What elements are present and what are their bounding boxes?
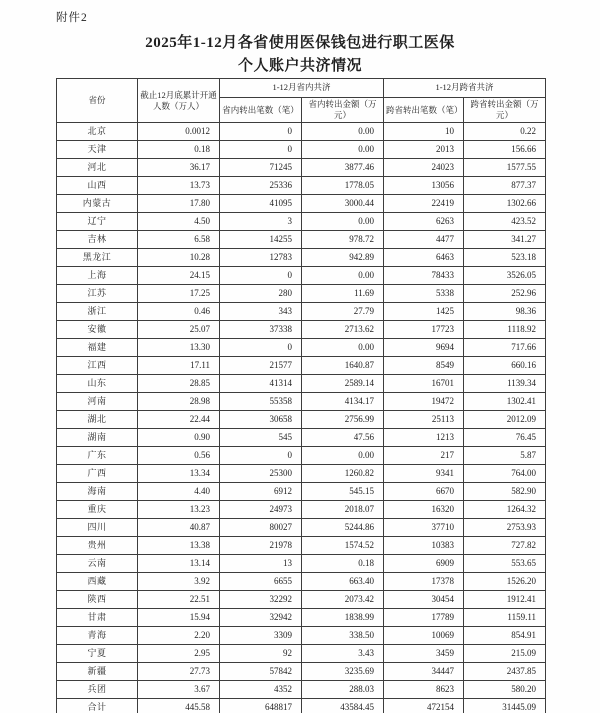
value-cell: 648817 (220, 699, 302, 713)
province-cell: 河南 (57, 393, 138, 411)
value-cell: 9341 (384, 465, 464, 483)
value-cell: 13 (220, 555, 302, 573)
province-cell: 合计 (57, 699, 138, 713)
value-cell: 764.00 (464, 465, 546, 483)
table-row (57, 321, 546, 339)
table-row (57, 411, 546, 429)
table-row (57, 681, 546, 699)
value-cell: 0.00 (302, 339, 384, 357)
value-cell: 2012.09 (464, 411, 546, 429)
table-row (57, 195, 546, 213)
province-cell: 辽宁 (57, 213, 138, 231)
col-group-cross-province: 1-12月跨省共济 (384, 79, 546, 98)
province-cell: 贵州 (57, 537, 138, 555)
value-cell: 78433 (384, 267, 464, 285)
value-cell: 25113 (384, 411, 464, 429)
value-cell: 10383 (384, 537, 464, 555)
value-cell: 17789 (384, 609, 464, 627)
value-cell: 6912 (220, 483, 302, 501)
value-cell: 0.00 (302, 213, 384, 231)
value-cell: 71245 (220, 159, 302, 177)
value-cell: 0.0012 (138, 123, 220, 141)
table-row (57, 249, 546, 267)
value-cell: 343 (220, 303, 302, 321)
value-cell: 9694 (384, 339, 464, 357)
province-cell: 广西 (57, 465, 138, 483)
value-cell: 10 (384, 123, 464, 141)
value-cell: 24023 (384, 159, 464, 177)
value-cell: 727.82 (464, 537, 546, 555)
value-cell: 0.00 (302, 141, 384, 159)
value-cell: 338.50 (302, 627, 384, 645)
value-cell: 22.51 (138, 591, 220, 609)
value-cell: 55358 (220, 393, 302, 411)
value-cell: 92 (220, 645, 302, 663)
table-row (57, 573, 546, 591)
value-cell: 27.73 (138, 663, 220, 681)
province-cell: 海南 (57, 483, 138, 501)
table-row (57, 375, 546, 393)
value-cell: 21978 (220, 537, 302, 555)
table-row (57, 303, 546, 321)
value-cell: 1838.99 (302, 609, 384, 627)
table-row (57, 609, 546, 627)
province-cell: 湖南 (57, 429, 138, 447)
value-cell: 13.23 (138, 501, 220, 519)
value-cell: 40.87 (138, 519, 220, 537)
value-cell: 13056 (384, 177, 464, 195)
value-cell: 942.89 (302, 249, 384, 267)
table-row (57, 123, 546, 141)
table-row (57, 429, 546, 447)
value-cell: 523.18 (464, 249, 546, 267)
value-cell: 28.98 (138, 393, 220, 411)
value-cell: 2753.93 (464, 519, 546, 537)
value-cell: 13.30 (138, 339, 220, 357)
table-row (57, 663, 546, 681)
province-cell: 河北 (57, 159, 138, 177)
value-cell: 19472 (384, 393, 464, 411)
value-cell: 2756.99 (302, 411, 384, 429)
province-cell: 广东 (57, 447, 138, 465)
value-cell: 6909 (384, 555, 464, 573)
value-cell: 1264.32 (464, 501, 546, 519)
col-header-province: 省份 (57, 79, 138, 123)
value-cell: 280 (220, 285, 302, 303)
province-mutual-aid-table (56, 78, 546, 713)
value-cell: 545 (220, 429, 302, 447)
value-cell: 3.43 (302, 645, 384, 663)
value-cell: 2.20 (138, 627, 220, 645)
value-cell: 25336 (220, 177, 302, 195)
value-cell: 34447 (384, 663, 464, 681)
value-cell: 10.28 (138, 249, 220, 267)
value-cell: 5.87 (464, 447, 546, 465)
value-cell: 28.85 (138, 375, 220, 393)
value-cell: 3235.69 (302, 663, 384, 681)
table-row (57, 447, 546, 465)
value-cell: 1302.66 (464, 195, 546, 213)
value-cell: 1139.34 (464, 375, 546, 393)
value-cell: 37710 (384, 519, 464, 537)
value-cell: 4352 (220, 681, 302, 699)
col-header-cumulative-opened: 截止12月底累计开通人数（万人） (138, 79, 220, 123)
value-cell: 17.80 (138, 195, 220, 213)
province-cell: 江苏 (57, 285, 138, 303)
province-cell: 上海 (57, 267, 138, 285)
table-row (57, 267, 546, 285)
value-cell: 0 (220, 123, 302, 141)
value-cell: 17723 (384, 321, 464, 339)
col-header-intra-count: 省内转出笔数（笔） (220, 98, 302, 123)
col-header-cross-amount: 跨省转出金额（万元） (464, 98, 546, 123)
value-cell: 0.00 (302, 267, 384, 285)
value-cell: 4477 (384, 231, 464, 249)
province-cell: 福建 (57, 339, 138, 357)
value-cell: 24973 (220, 501, 302, 519)
value-cell: 4.40 (138, 483, 220, 501)
province-cell: 新疆 (57, 663, 138, 681)
province-cell: 四川 (57, 519, 138, 537)
value-cell: 0.22 (464, 123, 546, 141)
table-row (57, 393, 546, 411)
col-header-intra-amount: 省内转出金额（万元） (302, 98, 384, 123)
province-cell: 山西 (57, 177, 138, 195)
value-cell: 2013 (384, 141, 464, 159)
value-cell: 0.56 (138, 447, 220, 465)
table-row (57, 141, 546, 159)
value-cell: 877.37 (464, 177, 546, 195)
page-title-line-1: 2025年1-12月各省使用医保钱包进行职工医保 (145, 35, 455, 51)
value-cell: 24.15 (138, 267, 220, 285)
province-cell: 甘肃 (57, 609, 138, 627)
value-cell: 445.58 (138, 699, 220, 713)
value-cell: 217 (384, 447, 464, 465)
value-cell: 25300 (220, 465, 302, 483)
value-cell: 0.18 (138, 141, 220, 159)
page-title-line-2: 个人账户共济情况 (237, 58, 362, 75)
value-cell: 47.56 (302, 429, 384, 447)
value-cell: 1912.41 (464, 591, 546, 609)
province-cell: 黑龙江 (57, 249, 138, 267)
table-row (57, 231, 546, 249)
attachment-label: 附件2 (56, 12, 88, 24)
table-row (57, 501, 546, 519)
value-cell: 854.91 (464, 627, 546, 645)
value-cell: 0 (220, 447, 302, 465)
value-cell: 12783 (220, 249, 302, 267)
value-cell: 30454 (384, 591, 464, 609)
value-cell: 252.96 (464, 285, 546, 303)
value-cell: 1213 (384, 429, 464, 447)
province-cell: 内蒙古 (57, 195, 138, 213)
value-cell: 3000.44 (302, 195, 384, 213)
province-cell: 宁夏 (57, 645, 138, 663)
value-cell: 978.72 (302, 231, 384, 249)
table-row (57, 465, 546, 483)
value-cell: 0.00 (302, 447, 384, 465)
value-cell: 32942 (220, 609, 302, 627)
value-cell: 0 (220, 267, 302, 285)
value-cell: 663.40 (302, 573, 384, 591)
col-group-intra-province: 1-12月省内共济 (220, 79, 384, 98)
table-row (57, 339, 546, 357)
value-cell: 21577 (220, 357, 302, 375)
value-cell: 553.65 (464, 555, 546, 573)
value-cell: 3877.46 (302, 159, 384, 177)
province-cell: 天津 (57, 141, 138, 159)
value-cell: 17378 (384, 573, 464, 591)
value-cell: 2713.62 (302, 321, 384, 339)
table-row (57, 159, 546, 177)
value-cell: 80027 (220, 519, 302, 537)
value-cell: 0 (220, 339, 302, 357)
value-cell: 2437.85 (464, 663, 546, 681)
value-cell: 13.14 (138, 555, 220, 573)
value-cell: 1640.87 (302, 357, 384, 375)
table-row (57, 591, 546, 609)
value-cell: 43584.45 (302, 699, 384, 713)
value-cell: 27.79 (302, 303, 384, 321)
page-title (0, 32, 600, 79)
table-row (57, 645, 546, 663)
value-cell: 580.20 (464, 681, 546, 699)
value-cell: 13.38 (138, 537, 220, 555)
value-cell: 76.45 (464, 429, 546, 447)
province-cell: 吉林 (57, 231, 138, 249)
value-cell: 1577.55 (464, 159, 546, 177)
table-row (57, 555, 546, 573)
province-cell: 浙江 (57, 303, 138, 321)
value-cell: 6655 (220, 573, 302, 591)
value-cell: 22.44 (138, 411, 220, 429)
value-cell: 22419 (384, 195, 464, 213)
table-row (57, 519, 546, 537)
province-cell: 江西 (57, 357, 138, 375)
value-cell: 4.50 (138, 213, 220, 231)
province-cell: 山东 (57, 375, 138, 393)
value-cell: 6263 (384, 213, 464, 231)
value-cell: 11.69 (302, 285, 384, 303)
value-cell: 472154 (384, 699, 464, 713)
value-cell: 32292 (220, 591, 302, 609)
value-cell: 1574.52 (302, 537, 384, 555)
value-cell: 2018.07 (302, 501, 384, 519)
value-cell: 3.92 (138, 573, 220, 591)
total-row (57, 699, 546, 713)
value-cell: 14255 (220, 231, 302, 249)
value-cell: 13.73 (138, 177, 220, 195)
value-cell: 288.03 (302, 681, 384, 699)
table-row (57, 627, 546, 645)
province-cell: 青海 (57, 627, 138, 645)
table-row (57, 285, 546, 303)
value-cell: 2073.42 (302, 591, 384, 609)
table-header (57, 79, 546, 123)
value-cell: 17.25 (138, 285, 220, 303)
value-cell: 15.94 (138, 609, 220, 627)
value-cell: 2.95 (138, 645, 220, 663)
value-cell: 8549 (384, 357, 464, 375)
value-cell: 6.58 (138, 231, 220, 249)
value-cell: 5244.86 (302, 519, 384, 537)
value-cell: 25.07 (138, 321, 220, 339)
table-body (57, 123, 546, 713)
value-cell: 10069 (384, 627, 464, 645)
value-cell: 3.67 (138, 681, 220, 699)
value-cell: 660.16 (464, 357, 546, 375)
value-cell: 8623 (384, 681, 464, 699)
value-cell: 1778.05 (302, 177, 384, 195)
value-cell: 6463 (384, 249, 464, 267)
value-cell: 0.46 (138, 303, 220, 321)
province-cell: 北京 (57, 123, 138, 141)
province-cell: 兵团 (57, 681, 138, 699)
value-cell: 30658 (220, 411, 302, 429)
value-cell: 16701 (384, 375, 464, 393)
value-cell: 3 (220, 213, 302, 231)
province-cell: 重庆 (57, 501, 138, 519)
province-cell: 云南 (57, 555, 138, 573)
value-cell: 6670 (384, 483, 464, 501)
value-cell: 17.11 (138, 357, 220, 375)
value-cell: 1118.92 (464, 321, 546, 339)
province-cell: 陕西 (57, 591, 138, 609)
table-row (57, 357, 546, 375)
value-cell: 57842 (220, 663, 302, 681)
value-cell: 41314 (220, 375, 302, 393)
table-row (57, 213, 546, 231)
value-cell: 13.34 (138, 465, 220, 483)
value-cell: 0.00 (302, 123, 384, 141)
value-cell: 1302.41 (464, 393, 546, 411)
value-cell: 0 (220, 141, 302, 159)
value-cell: 37338 (220, 321, 302, 339)
value-cell: 3526.05 (464, 267, 546, 285)
value-cell: 98.36 (464, 303, 546, 321)
value-cell: 582.90 (464, 483, 546, 501)
value-cell: 717.66 (464, 339, 546, 357)
value-cell: 156.66 (464, 141, 546, 159)
value-cell: 16320 (384, 501, 464, 519)
province-cell: 西藏 (57, 573, 138, 591)
value-cell: 41095 (220, 195, 302, 213)
table-row (57, 177, 546, 195)
value-cell: 5338 (384, 285, 464, 303)
province-cell: 湖北 (57, 411, 138, 429)
col-header-cross-count: 跨省转出笔数（笔） (384, 98, 464, 123)
value-cell: 215.09 (464, 645, 546, 663)
value-cell: 3309 (220, 627, 302, 645)
value-cell: 1526.20 (464, 573, 546, 591)
value-cell: 36.17 (138, 159, 220, 177)
value-cell: 3459 (384, 645, 464, 663)
value-cell: 2589.14 (302, 375, 384, 393)
table-row (57, 537, 546, 555)
value-cell: 1159.11 (464, 609, 546, 627)
value-cell: 423.52 (464, 213, 546, 231)
province-cell: 安徽 (57, 321, 138, 339)
value-cell: 31445.09 (464, 699, 546, 713)
table-row (57, 483, 546, 501)
value-cell: 0.18 (302, 555, 384, 573)
value-cell: 341.27 (464, 231, 546, 249)
value-cell: 545.15 (302, 483, 384, 501)
value-cell: 4134.17 (302, 393, 384, 411)
value-cell: 0.90 (138, 429, 220, 447)
value-cell: 1260.82 (302, 465, 384, 483)
value-cell: 1425 (384, 303, 464, 321)
